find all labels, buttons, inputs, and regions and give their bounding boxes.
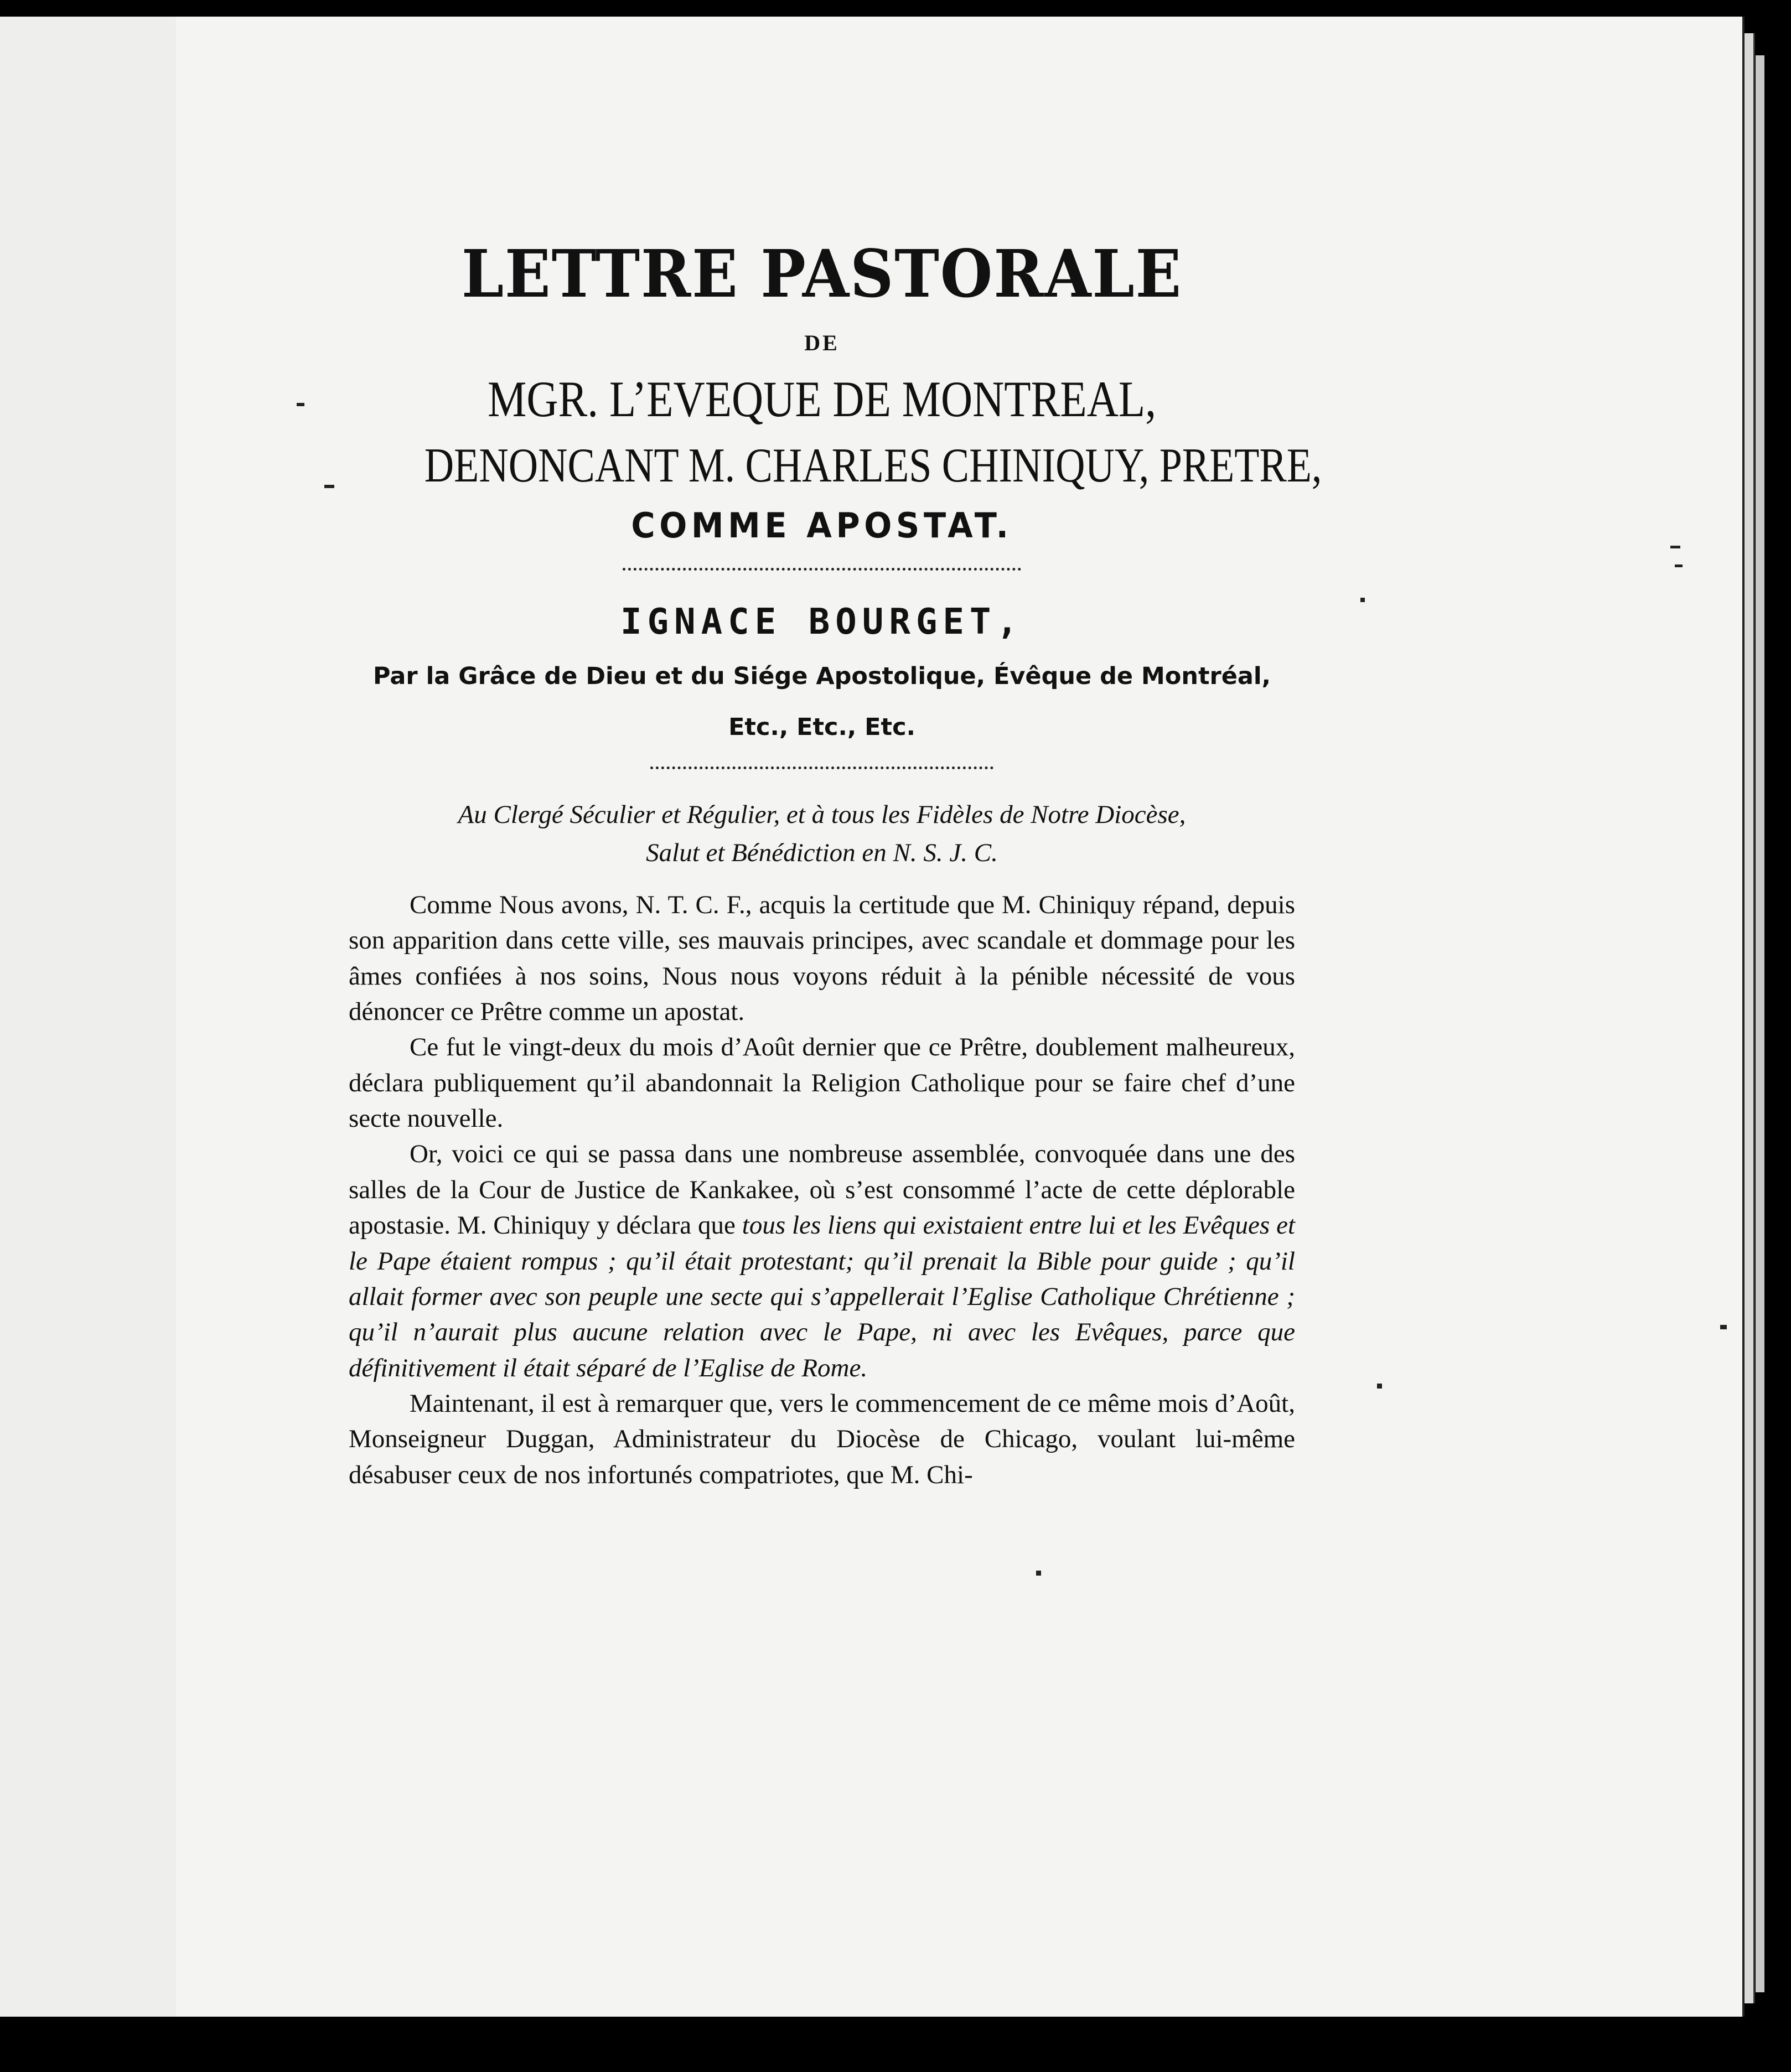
paragraph-quote: tous les liens qui existaient entre lui et les Evêques et le Pape étaient rompus ; qu’il était protestant; qu’il prenait la Bible pour guide ; qu’il allait former avec son peuple une secte qui s’appellerait l’Eglise Catholique Chrétienne ; qu’il n’aurait plus aucune relation avec le Pape, ni avec les Evêques, parce que définitivement il était séparé de l’Eglise de Rome.: [349, 1211, 1295, 1382]
paragraph: Ce fut le vingt-deux du mois d’Août dernier que ce Prêtre, doublement malheureux, déclara publiquement qu’il abandonnait la Religion Catholique pour se faire chef d’une secte nouvelle.: [349, 1033, 1295, 1133]
scan-speck: [1360, 598, 1365, 602]
page-stack-edge: [1756, 55, 1764, 1992]
author-title-line-2: Etc., Etc., Etc.: [728, 713, 915, 742]
salutation-line-1: Au Clergé Séculier et Régulier, et à tous les Fidèles de Notre Diocèse,: [458, 800, 1186, 830]
scan-speck: [1377, 1384, 1382, 1389]
binding-edge: [0, 17, 179, 2017]
paragraph-text: Or, voici ce qui se passa dans une nombreuse assemblée, convoquée dans une des salles de la Cour de Justice de Kankakee, où s’est consommé l’acte de cette déplorable apostasie. M. Chiniquy y déclara que: [349, 1139, 1295, 1240]
author-name: IGNACE BOURGET,: [620, 601, 1023, 643]
dotted-divider: [623, 568, 1021, 571]
heading-line-3: COMME APOSTAT.: [631, 505, 1013, 546]
scan-speck: [1675, 564, 1683, 567]
paragraph: Comme Nous avons, N. T. C. F., acquis la certitude que M. Chiniquy répand, depuis son apparition dans cette ville, ses mauvais principes, avec scandale et dommage pour les âmes confiées à nos soins, Nous nous voyons réduit à la pénible nécessité de vous dénoncer ce Prêtre comme un apostat.: [349, 890, 1295, 1026]
heading-line-2: DENONCANT M. CHARLES CHINIQUY, PRETRE,: [424, 438, 1322, 493]
letter-text: [349, 887, 1295, 1493]
scan-speck: [324, 485, 334, 488]
author-title-line-1: Par la Grâce de Dieu et du Siége Apostolique, Évêque de Montréal,: [373, 662, 1271, 690]
heading-line-1: MGR. L’EVEQUE DE MONTREAL,: [488, 370, 1156, 427]
salutation-line-2: Salut et Bénédiction en N. S. J. C.: [646, 838, 998, 867]
scan-speck: [297, 403, 304, 406]
document-title: LETTRE PASTORALE: [461, 235, 1183, 312]
dotted-divider: [650, 766, 993, 769]
document-body: [349, 235, 1322, 1493]
scan-speck: [1720, 1325, 1727, 1329]
scan-speck: [1036, 1571, 1041, 1576]
scan-speck: [1670, 546, 1680, 548]
paragraph: [349, 1136, 1295, 1386]
paragraph: Maintenant, il est à remarquer que, vers le commencement de ce même mois d’Août, Monseigneur Duggan, Administrateur du Diocèse de Chicago, voulant lui-même désabuser ceux de nos infortunés compatriotes, que M. Chi-: [349, 1389, 1295, 1489]
title-connector: DE: [804, 330, 840, 355]
